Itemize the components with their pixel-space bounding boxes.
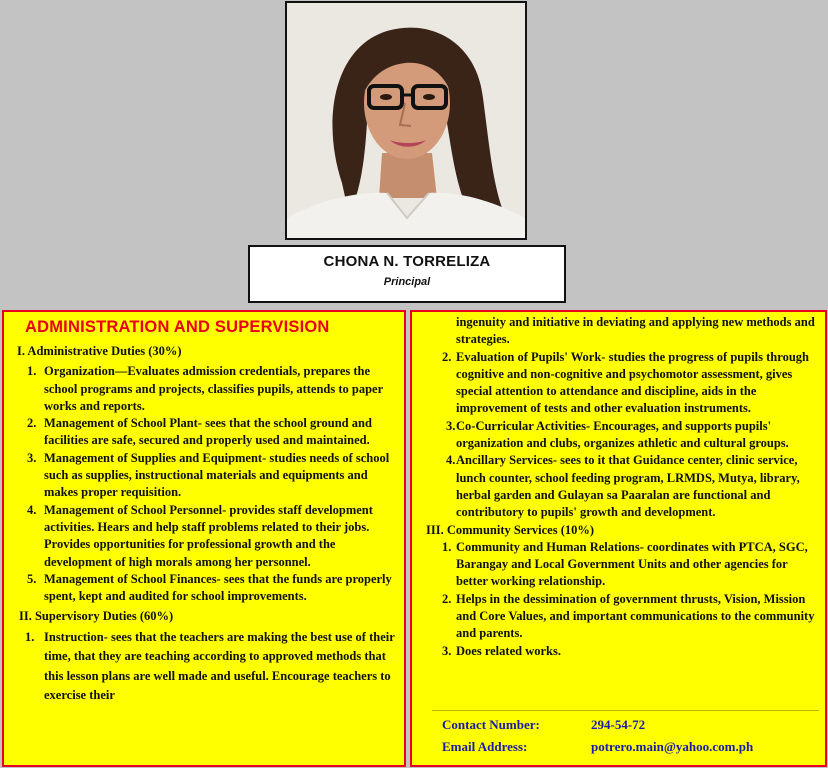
list-item <box>4 363 404 415</box>
list-item <box>4 502 404 571</box>
item-text: Management of School Personnel- provides staff development activities. Hears and help staff problems related to their jobs. Provides opportunities for professional growth and the development of high morals among her personnel. <box>44 502 373 569</box>
panel-title: ADMINISTRATION AND SUPERVISION <box>25 318 330 336</box>
item-number: 2. <box>27 416 37 431</box>
list-item <box>4 415 404 450</box>
item-text: Management of School Finances- sees that the funds are properly spent, kept and audited for school improvements. <box>44 571 392 604</box>
list-item <box>412 591 825 643</box>
item-number: 4. <box>446 453 456 468</box>
list-item <box>412 643 825 660</box>
item-text: Instruction- sees that the teachers are making the best use of their time, that they are teaching according to approved methods that this lesson plans are well made and useful. Encourage teachers to exercise their <box>44 629 395 703</box>
continuation-text: ingenuity and initiative in deviating and applying new methods and strategies. <box>456 315 815 347</box>
list-item <box>412 418 825 453</box>
list-item <box>412 539 825 591</box>
item-text: Does related works. <box>456 643 561 658</box>
item-number: 1. <box>27 364 37 379</box>
contact-number-value[interactable]: 294-54-72 <box>591 717 646 732</box>
item-text: Organization—Evaluates admission credentials, prepares the school programs and projects, classifies pupils, attends to paper works and reports. <box>44 364 383 413</box>
item-number: 4. <box>27 502 37 517</box>
item-number: 2. <box>442 349 452 364</box>
duties-panel-left <box>2 310 406 767</box>
email-value[interactable]: potrero.main@yahoo.com.ph <box>591 739 754 754</box>
section-heading-supervisory: II. Supervisory Duties (60%) <box>19 609 174 624</box>
item-number: 5. <box>27 571 37 586</box>
section-heading-administrative: I. Administrative Duties (30%) <box>17 344 182 358</box>
item-text: Helps in the dessimination of government thrusts, Vision, Mission and Core Values, and important communications to the community and parents. <box>456 591 815 641</box>
item-number: 3. <box>442 643 452 658</box>
item-text: Management of Supplies and Equipment- studies needs of school such as supplies, instructional materials and equipments and makes proper requisition. <box>44 450 390 500</box>
item-number: 3. <box>27 450 37 465</box>
item-text: Co-Curricular Activities- Encourages, and supports pupils' organization and clubs, organizes athletic and cultural groups. <box>456 418 789 451</box>
list-item <box>4 628 404 706</box>
duties-panel-right <box>410 310 827 767</box>
contact-number-label: Contact Number: <box>442 717 540 732</box>
list-item <box>412 349 825 418</box>
principal-photo <box>285 1 527 240</box>
item-text: Management of School Plant- sees that the school ground and facilities are safe, secured and properly used and maintained. <box>44 416 372 448</box>
item-text: Community and Human Relations- coordinates with PTCA, SGC, Barangay and Local Government Units and other agencies for better working relationship. <box>456 539 808 589</box>
list-item <box>4 450 404 502</box>
contact-box <box>432 710 819 759</box>
list-item <box>412 452 825 521</box>
section-heading-community: III. Community Services (10%) <box>426 522 595 537</box>
item-text: Evaluation of Pupils' Work- studies the progress of pupils through cognitive and non-cognitive and psychomotor assessment, gives special attention to attendance and discipline, aids in the improvement of tests and other evaluation instruments. <box>456 349 809 416</box>
item-number: 1. <box>442 539 452 554</box>
item-text: Ancillary Services- sees to it that Guidance center, clinic service, lunch counter, school feeding program, LRMDS, Mutya, library, herbal garden and Gulayan sa Paaralan are functional and contributory to pupils' growth and development. <box>456 453 800 520</box>
name-card <box>248 245 566 303</box>
portrait-image <box>287 3 525 238</box>
item-number: 3. <box>446 418 456 433</box>
list-item <box>4 571 404 606</box>
principal-role: Principal <box>383 276 431 288</box>
principal-name: CHONA N. TORRELIZA <box>323 253 491 270</box>
item-number: 2. <box>442 591 452 606</box>
item-number: 1. <box>25 629 35 644</box>
email-label: Email Address: <box>442 739 528 754</box>
email-row <box>442 739 754 755</box>
contact-number-row <box>442 717 646 733</box>
